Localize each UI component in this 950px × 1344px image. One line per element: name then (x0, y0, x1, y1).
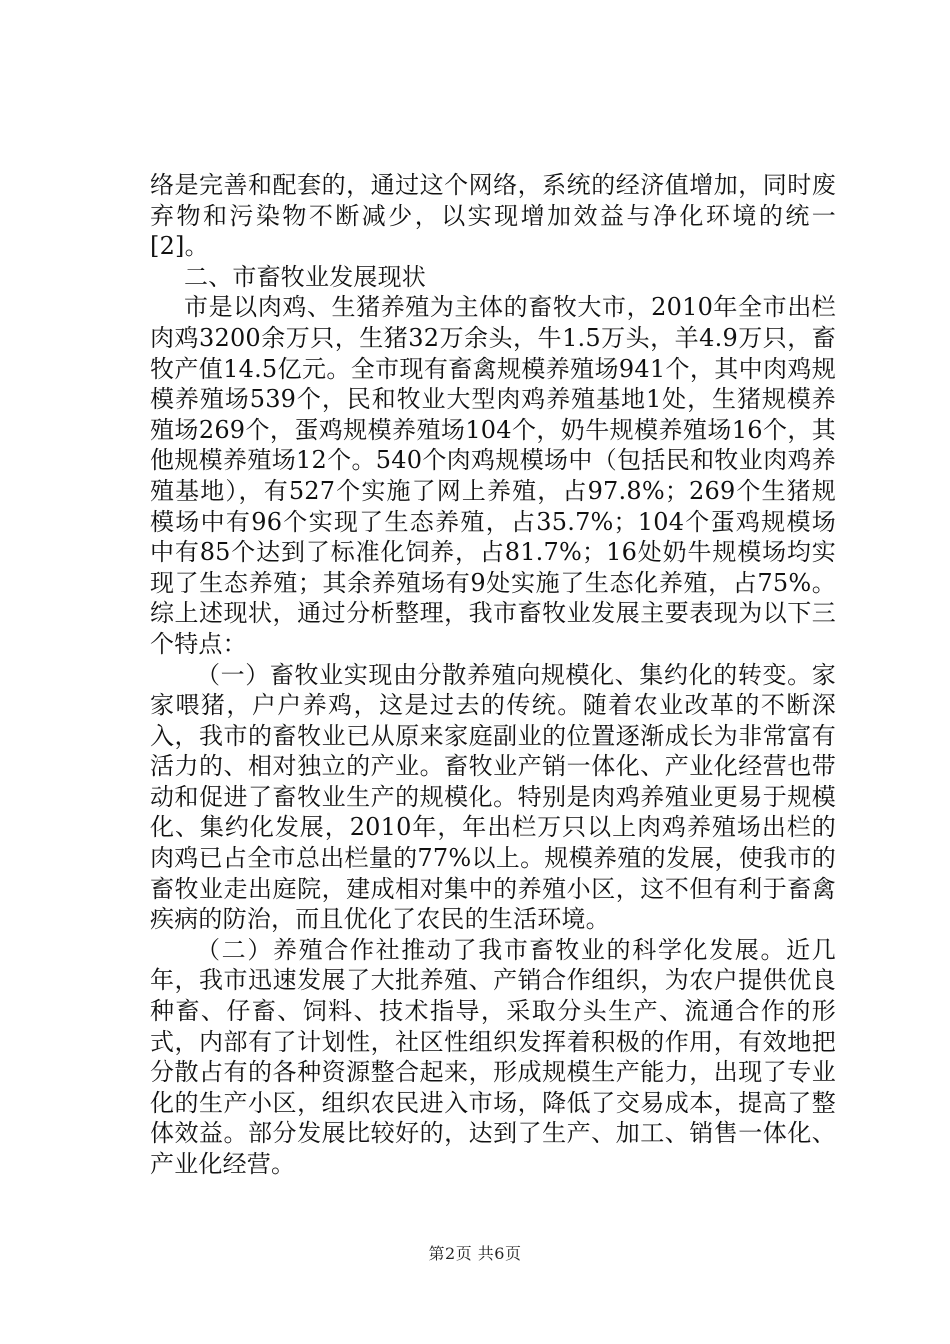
point-two-paragraph: （二）养殖合作社推动了我市畜牧业的科学化发展。近几年，我市迅速发展了大批养殖、产销合作组织，为农户提供优良种畜、仔畜、饲料、技术指导，采取分头生产、流通合作的形式，内部有了计划性，社区性组织发挥着积极的作用，有效地把分散占有的各种资源整合起来，形成规模生产能力，出现了专业化的生产小区，组织农民进入市场，降低了交易成本，提高了整体效益。部分发展比较好的，达到了生产、加工、销售一体化、产业化经营。 (150, 935, 836, 1178)
overview-paragraph: 市是以肉鸡、生猪养殖为主体的畜牧大市，2010年全市出栏肉鸡3200余万只，生猪32万余头，牛1.5万头，羊4.9万只，畜牧产值14.5亿元。全市现有畜禽规模养殖场941个，其中肉鸡规模养殖场539个，民和牧业大型肉鸡养殖基地1处，生猪规模养殖场269个，蛋鸡规模养殖场104个，奶牛规模养殖场16个，其他规模养殖场12个。540个肉鸡规模场中（包括民和牧业肉鸡养殖基地），有527个实施了网上养殖，占97.8%；269个生猪规模场中有96个实现了生态养殖，占35.7%；104个蛋鸡规模场中有85个达到了标准化饲养，占81.7%；16处奶牛规模场均实现了生态养殖；其余养殖场有9处实施了生态化养殖，占75%。综上述现状，通过分析整理，我市畜牧业发展主要表现为以下三个特点： (150, 293, 836, 658)
continued-paragraph: 络是完善和配套的，通过这个网络，系统的经济值增加，同时废弃物和污染物不断减少，以实现增加效益与净化环境的统一[2]。 (150, 171, 836, 261)
section-heading: 二、市畜牧业发展现状 (184, 262, 426, 291)
point-one-paragraph: （一）畜牧业实现由分散养殖向规模化、集约化的转变。家家喂猪，户户养鸡，这是过去的传统。随着农业改革的不断深入，我市的畜牧业已从原来家庭副业的位置逐渐成长为非常富有活力的、相对独立的产业。畜牧业产销一体化、产业化经营也带动和促进了畜牧业生产的规模化。特别是肉鸡养殖业更易于规模化、集约化发展，2010年，年出栏万只以上肉鸡养殖场出栏的肉鸡已占全市总出栏量的77%以上。规模养殖的发展，使我市的畜牧业走出庭院，建成相对集中的养殖小区，这不但有利于畜禽疾病的防治，而且优化了农民的生活环境。 (150, 660, 836, 934)
document-body (150, 170, 836, 1180)
page-number: 第2页 共6页 (428, 1244, 522, 1263)
page-footer (0, 1241, 950, 1264)
